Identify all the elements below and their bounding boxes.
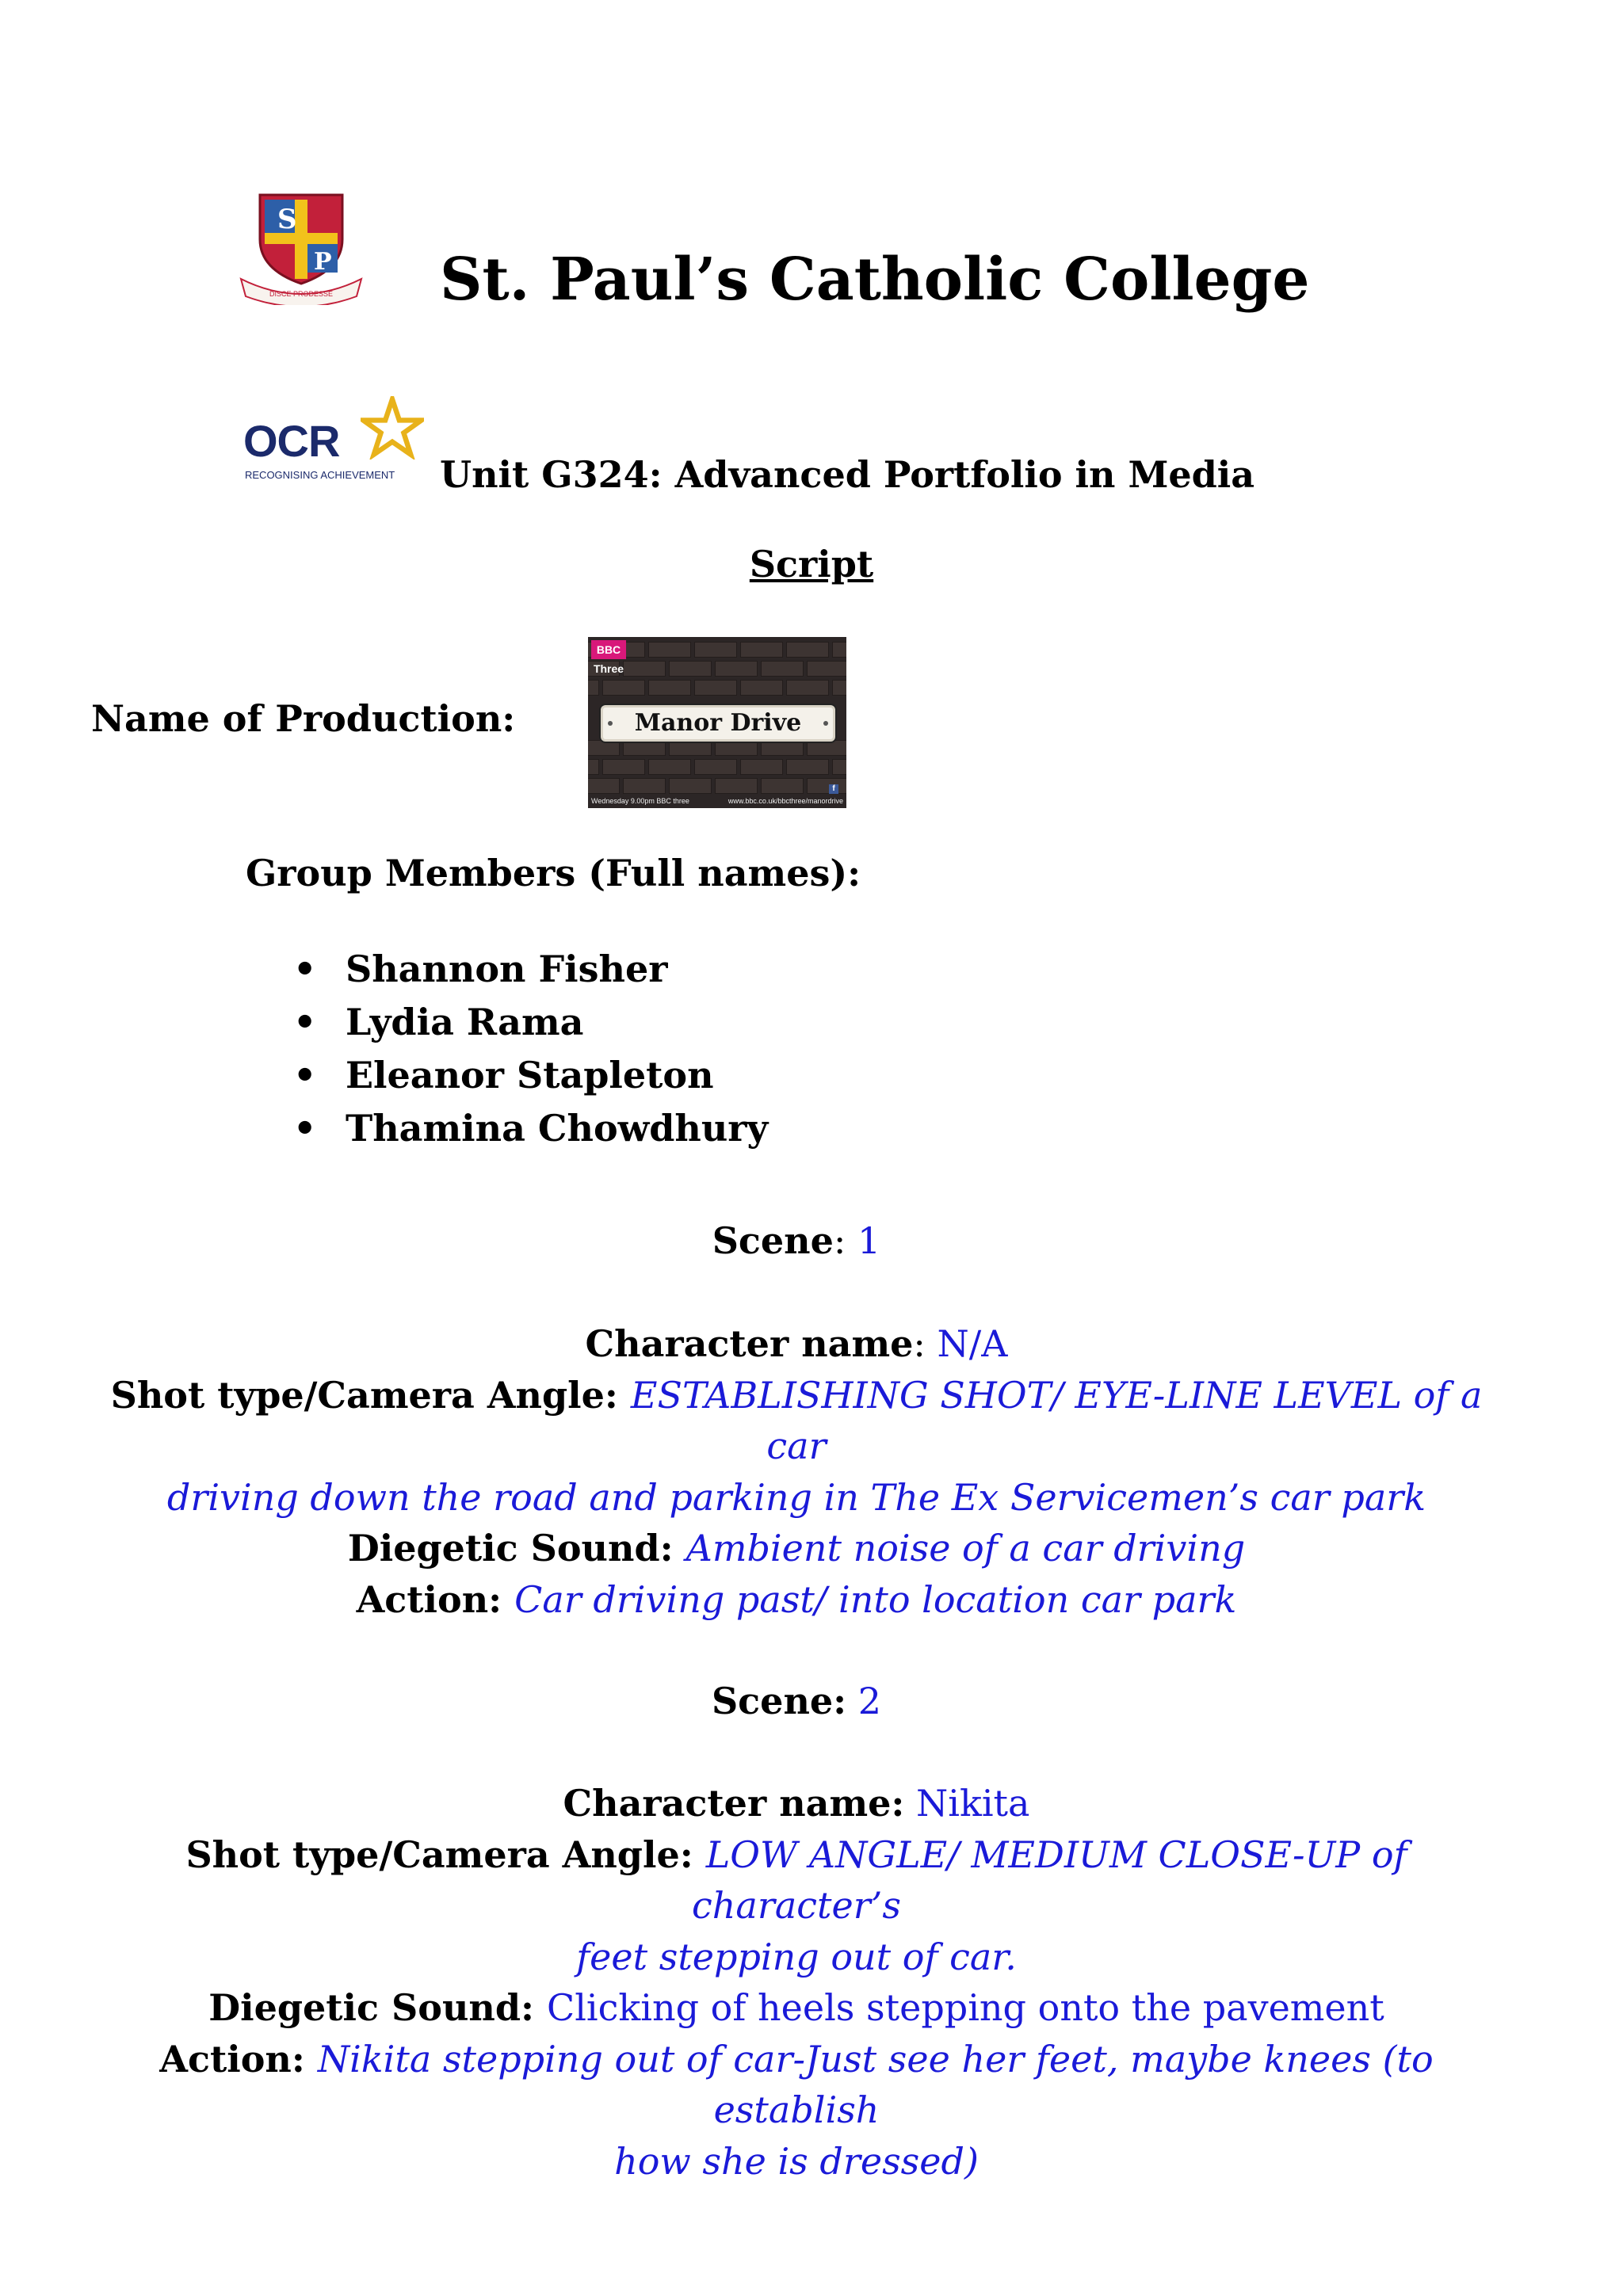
crest-initial-p: P [314,248,332,276]
unit-title: Unit G324: Advanced Portfolio in Media [440,453,1255,496]
scene-2-heading: Scene: 2 [711,1680,882,1722]
bullet-icon: • [293,1107,317,1150]
shot-line: Shot type/Camera Angle: ESTABLISHING SHOT/ EYE-LINE LEVEL of a car [110,1373,1483,1467]
document-title: Script [749,543,874,585]
star-icon [361,396,424,460]
production-name-label: Name of Production: [91,697,516,740]
production-title: Manor Drive [634,709,802,737]
channel-badge: BBC Three [591,640,626,659]
sound-line: Diegetic Sound: Clicking of heels stepping onto the pavement [208,1986,1384,2029]
poster-url: www.bbc.co.uk/bbcthree/manordrive [727,797,843,805]
scene-number: 2 [857,1680,882,1722]
list-item [293,1049,768,1102]
shot-line-cont: feet stepping out of car. [576,1935,1017,1978]
action-line: Action: Car driving past/ into location car park [356,1577,1237,1621]
list-item [293,943,768,996]
list-item [293,1102,768,1155]
action-line: Action: Nikita stepping out of car-Just see her feet, maybe knees (to establish [159,2037,1434,2131]
crest-initial-s: S [277,204,297,235]
scene-2-details [87,1778,1506,2187]
shot-line: Shot type/Camera Angle: LOW ANGLE/ MEDIUM CLOSE-UP of character’s [185,1833,1407,1927]
member-name: Thamina Chowdhury [346,1107,769,1150]
ocr-tagline: RECOGNISING ACHIEVEMENT [245,469,395,481]
bullet-icon: • [293,948,317,990]
college-title: St. Paul’s Catholic College [440,246,1310,314]
action-line-cont: how she is dressed) [614,2139,979,2183]
group-members-label: Group Members (Full names): [246,852,861,894]
street-sign [601,705,835,742]
scene-number: 1 [857,1219,881,1262]
facebook-icon: f [829,784,838,794]
character-line: Character name: N/A [585,1322,1008,1365]
production-poster-image [588,637,846,808]
bullet-icon: • [293,1001,317,1043]
character-line: Character name: Nikita [563,1782,1030,1825]
scene-1-details [87,1318,1506,1625]
sound-line: Diegetic Sound: Ambient noise of a car driving [347,1527,1246,1569]
crest-motto: DISCE PRODESSE [269,290,334,298]
scene-1-heading: Scene: 1 [712,1219,881,1262]
bullet-icon: • [293,1054,317,1097]
member-name: Shannon Fisher [346,948,668,990]
list-item [293,996,768,1049]
member-name: Eleanor Stapleton [346,1054,714,1097]
college-crest-logo [238,190,365,305]
group-members-list [293,943,768,1155]
ocr-logo-text: OCR [243,416,340,466]
poster-airtime: Wednesday 9.00pm BBC three [591,797,689,805]
member-name: Lydia Rama [346,1001,584,1043]
ocr-logo [242,396,432,491]
shot-line-cont: driving down the road and parking in The Ex Servicemen’s car park [166,1475,1426,1519]
